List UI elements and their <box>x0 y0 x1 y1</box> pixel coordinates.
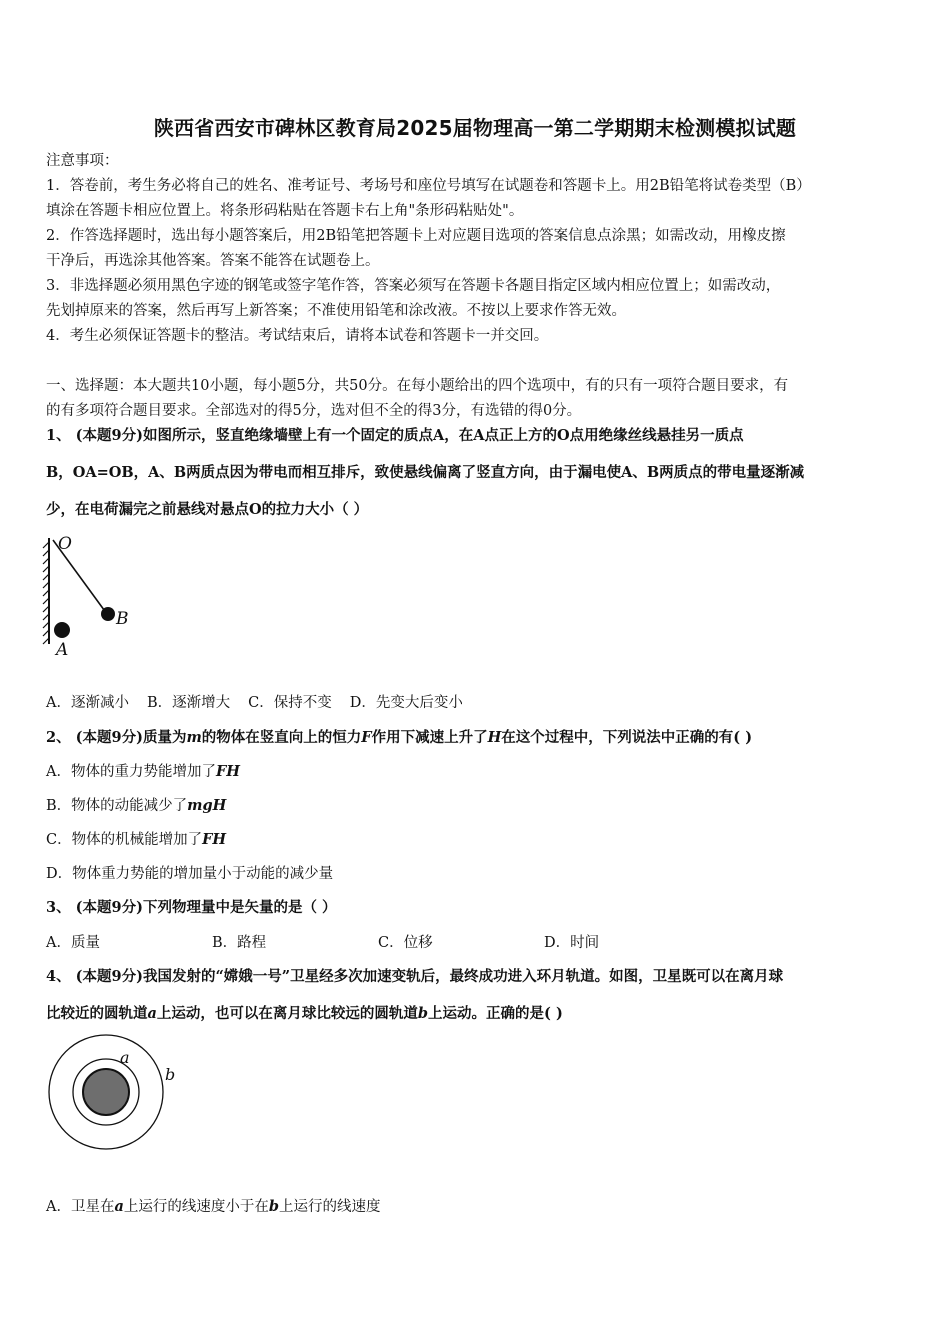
q2-option-c-var: FH <box>202 831 227 848</box>
q2-option-a[interactable] <box>46 763 916 781</box>
q4-option-a-var-b: b <box>268 1198 280 1215</box>
q1-option-a[interactable]: A．逐渐减小 <box>46 695 129 711</box>
q2-option-c[interactable] <box>46 831 916 849</box>
q1-fig-label-b: B <box>116 609 129 629</box>
q1-option-b[interactable]: B．逐渐增大 <box>146 695 231 711</box>
q4-fig-label-b: b <box>165 1065 176 1084</box>
notice-line: 2．作答选择题时，选出每小题答案后，用2B铅笔把答题卡上对应题目选项的答案信息点涂黑；如需改动，用橡皮擦 <box>46 228 786 244</box>
notice-line: 3．非选择题必须用黑色字迹的钢笔或签字笔作答，答案必须写在答题卡各题目指定区域内相应位置上；如需改动， <box>46 278 781 294</box>
q2-stem-text: 2、 (本题9分)质量为 <box>46 729 187 746</box>
q3-option-b[interactable]: B．路程 <box>212 935 267 951</box>
notice-line: 干净后，再选涂其他答案。答案不能答在试题卷上。 <box>46 253 380 269</box>
q1-stem-line: 少，在电荷漏完之前悬线对悬点O的拉力大小（ ） <box>46 501 369 518</box>
q2-option-c-text: C．物体的机械能增加了 <box>46 832 203 848</box>
q2-stem-text: 在这个过程中，下列说法中正确的有( ) <box>501 729 753 746</box>
page-title: 陕西省西安市碑林区教育局2025届物理高一第二学期期末检测模拟试题 <box>153 116 797 140</box>
q2-stem-text: 的物体在竖直向上的恒力 <box>201 729 362 746</box>
q2-option-b-var: mgH <box>187 797 227 814</box>
q2-option-b[interactable] <box>46 797 916 815</box>
q3-option-d[interactable]: D．时间 <box>544 935 600 951</box>
q3-option-a[interactable]: A．质量 <box>46 935 100 951</box>
q3-option-c[interactable]: C．位移 <box>378 935 433 951</box>
q1-option-c[interactable]: C．保持不变 <box>248 695 332 711</box>
q1-option-d[interactable]: D．先变大后变小 <box>349 695 463 711</box>
q1-stem-line: 1、 (本题9分)如图所示，竖直绝缘墙壁上有一个固定的质点A，在A点正上方的O点用绝缘丝线悬挂另一质点 <box>46 427 744 444</box>
q2-var-m: m <box>186 729 202 746</box>
q4-option-a-text: A．卫星在 <box>46 1199 115 1215</box>
q4-stem-text: 上运动，也可以在离月球比较远的圆轨道 <box>156 1005 418 1022</box>
q2-var-h: H <box>487 729 502 746</box>
q1-options <box>46 694 916 712</box>
q1-pendulum-figure <box>40 532 150 662</box>
notice-line: 1．答卷前，考生务必将自己的姓名、准考证号、考场号和座位号填写在试题卷和答题卡上。用2B铅笔将试卷类型（B） <box>46 178 811 194</box>
q2-option-b-text: B．物体的动能减少了 <box>46 798 188 814</box>
q2-option-d[interactable]: D．物体重力势能的增加量小于动能的减少量 <box>46 866 334 882</box>
q2-stem-text: 作用下减速上升了 <box>371 729 488 746</box>
notice-line: 填涂在答题卡相应位置上。将条形码粘贴在答题卡右上角"条形码粘贴处"。 <box>46 203 524 219</box>
section-intro-line: 的有多项符合题目要求。全部选对的得5分，选对但不全的得3分，有选错的得0分。 <box>46 403 582 419</box>
q2-option-a-text: A．物体的重力势能增加了 <box>46 764 216 780</box>
q2-var-f: F <box>361 729 372 746</box>
q4-stem-text: 上运动。正确的是( ) <box>428 1005 563 1022</box>
q2-option-a-var: FH <box>215 763 240 780</box>
q4-option-a-text: 上运行的线速度小于在 <box>123 1199 269 1215</box>
q4-option-a[interactable] <box>46 1198 916 1216</box>
q4-stem-text: 比较近的圆轨道 <box>46 1005 148 1022</box>
q4-stem-line <box>46 1005 916 1023</box>
q4-stem-line: 4、 (本题9分)我国发射的“嫦娥一号”卫星经多次加速变轨后，最终成功进入环月轨道。如图，卫星既可以在离月球 <box>46 968 784 985</box>
q3-options <box>46 934 916 952</box>
section-intro-line: 一、选择题：本大题共10小题，每小题5分，共50分。在每小题给出的四个选项中，有的只有一项符合题目要求，有 <box>46 378 789 394</box>
q1-stem-line: B，OA=OB，A、B两质点因为带电而相互排斥，致使悬线偏离了竖直方向，由于漏电使A、B两质点的带电量逐渐减 <box>46 464 805 481</box>
q4-option-a-text: 上运行的线速度 <box>279 1199 381 1215</box>
q3-stem: 3、 (本题9分)下列物理量中是矢量的是（ ） <box>46 899 337 916</box>
q4-var-a: a <box>147 1005 157 1022</box>
q4-option-a-var-a: a <box>114 1198 124 1215</box>
notice-line: 先划掉原来的答案，然后再写上新答案；不准使用铅笔和涂改液。不按以上要求作答无效。 <box>46 303 626 319</box>
q4-var-b: b <box>417 1005 429 1022</box>
q1-fig-label-o: O <box>58 534 72 554</box>
q2-stem <box>46 729 916 747</box>
q4-fig-label-a: a <box>120 1048 130 1067</box>
notice-heading: 注意事项： <box>46 153 119 169</box>
q4-orbit-figure <box>44 1032 194 1157</box>
q1-fig-label-a: A <box>56 640 69 660</box>
notice-line: 4．考生必须保证答题卡的整洁。考试结束后，请将本试卷和答题卡一并交回。 <box>46 328 549 344</box>
